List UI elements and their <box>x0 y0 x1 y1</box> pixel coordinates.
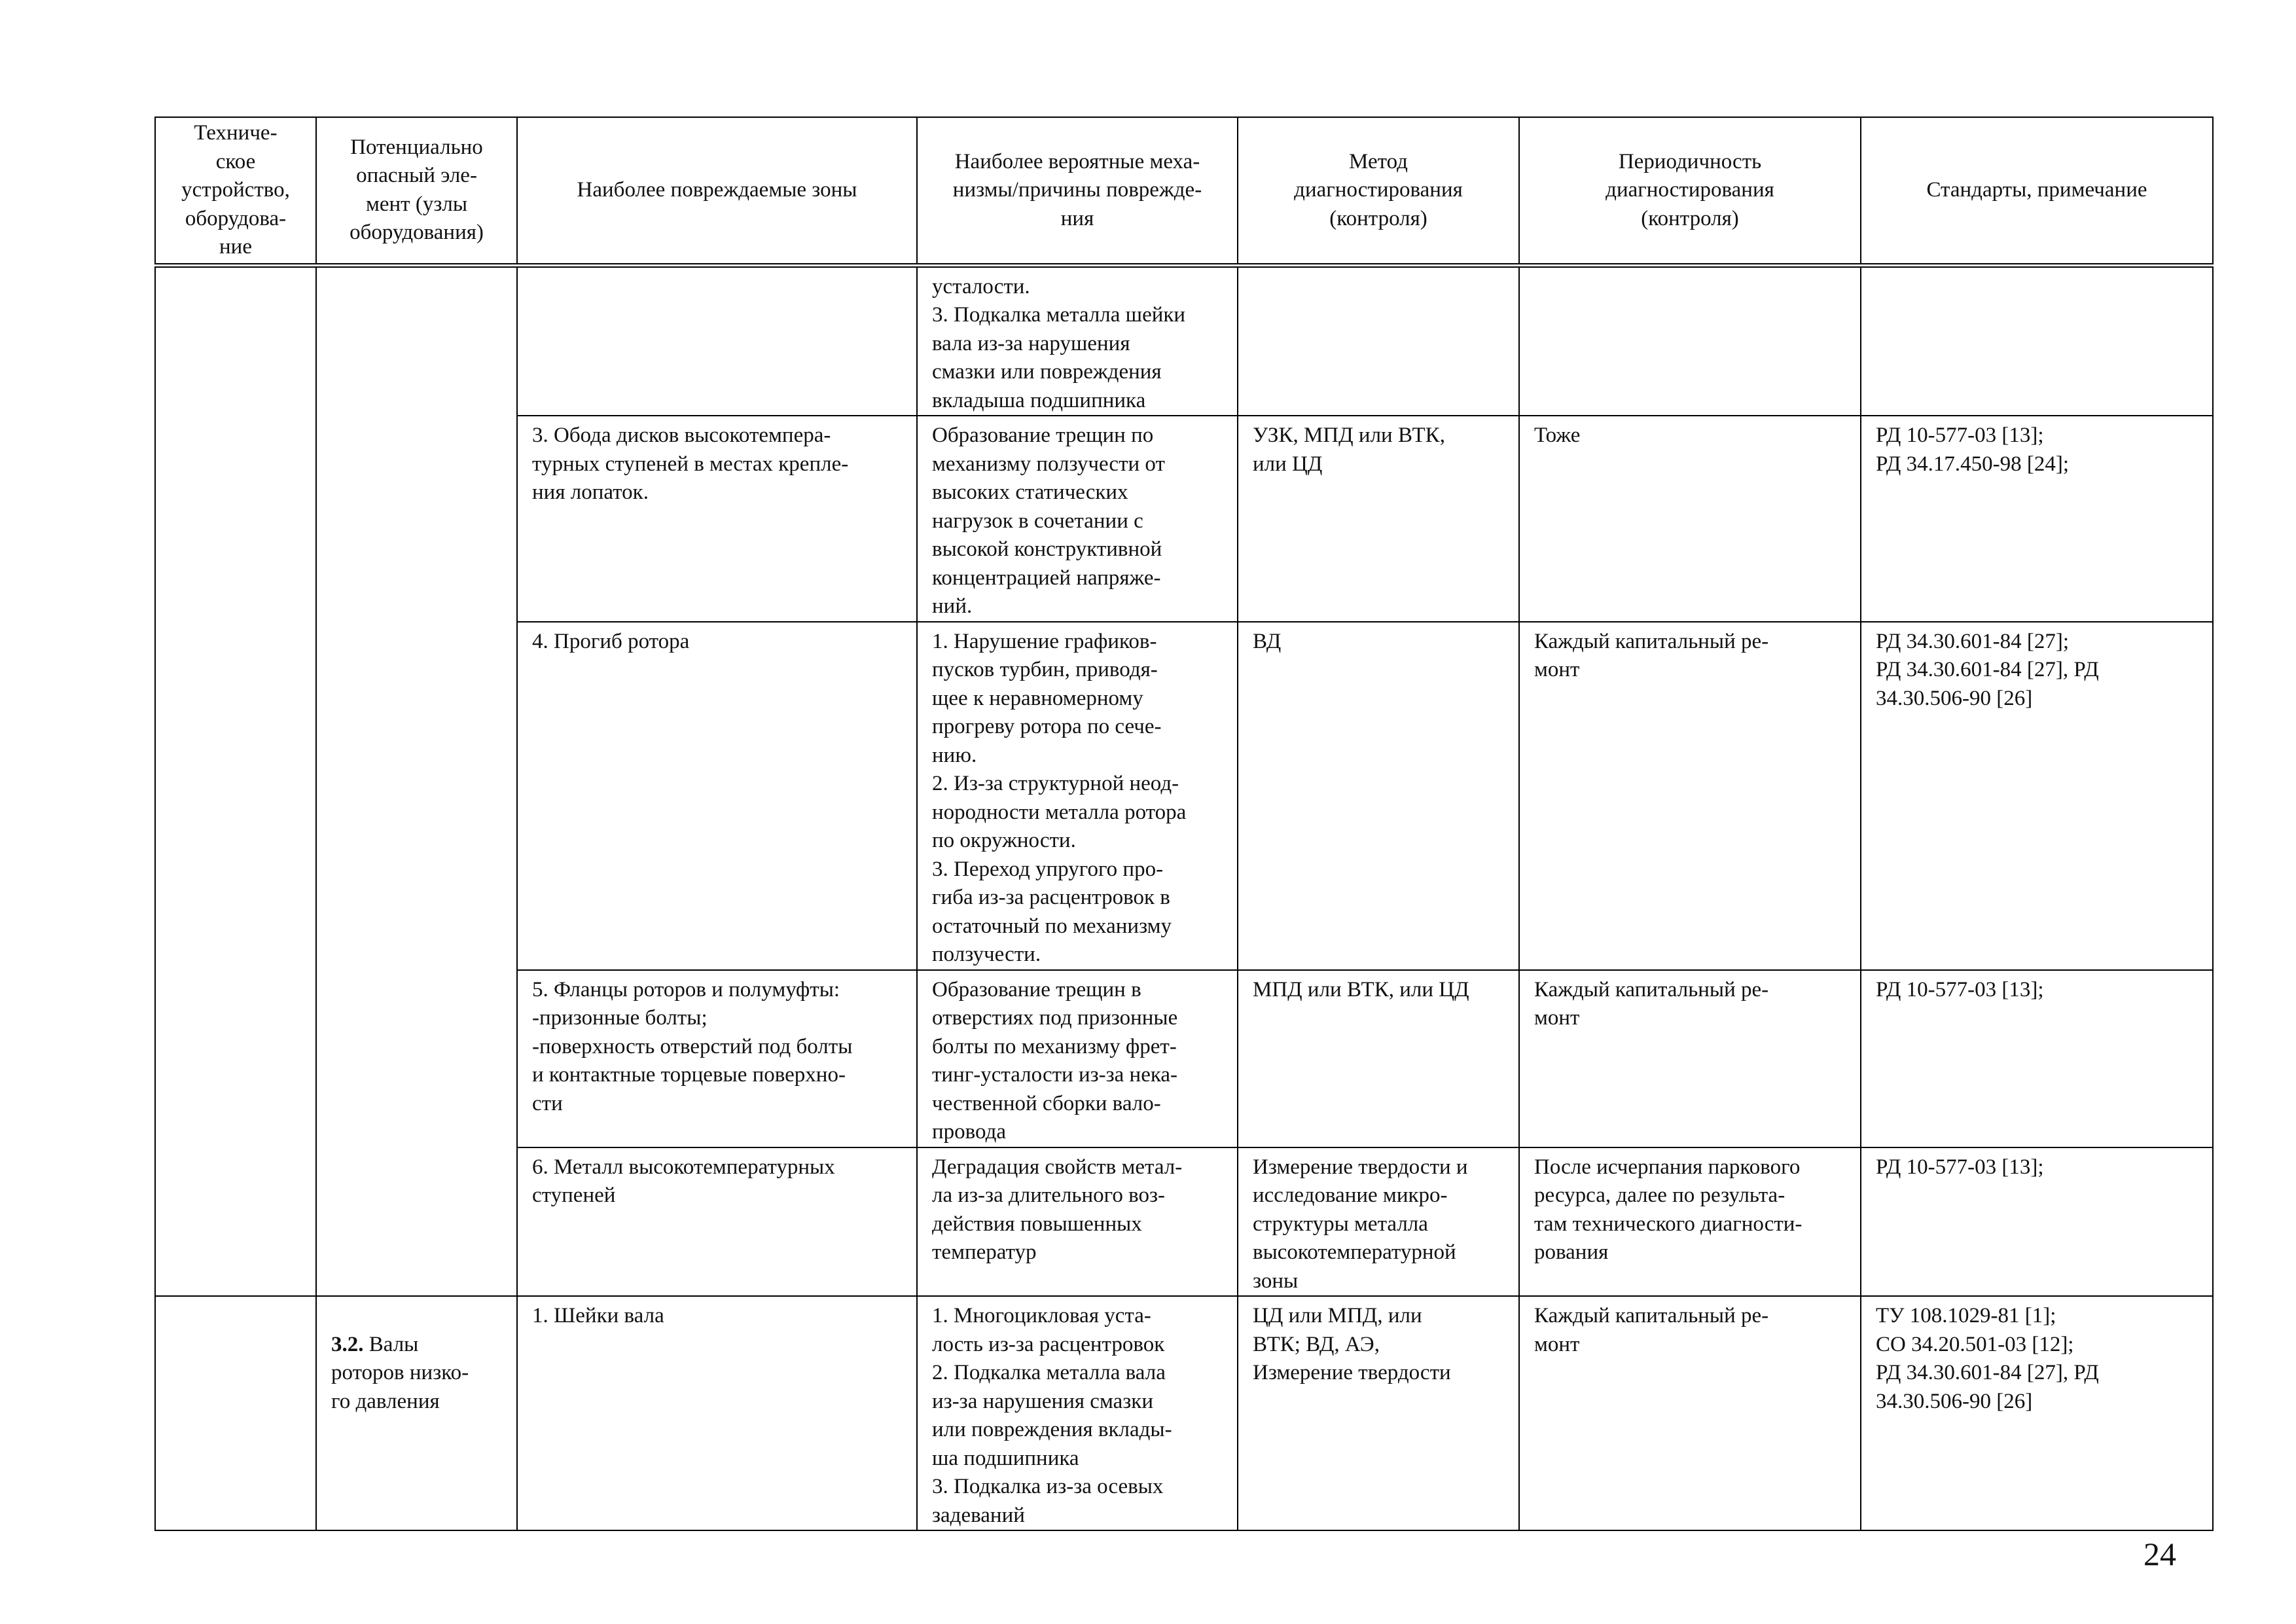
period-cell <box>1519 265 1861 416</box>
header-diagnostic-period: Периодичность диагностирования (контроля) <box>1519 117 1861 265</box>
table-row <box>155 265 2213 416</box>
element-label <box>331 1331 507 1416</box>
period-cell: Тоже <box>1519 416 1861 622</box>
standards-cell <box>1861 265 2213 416</box>
standards-cell: РД 10-577-03 [13]; <box>1861 970 2213 1147</box>
method-cell: УЗК, МПД или ВТК, или ЦД <box>1238 416 1519 622</box>
mechanism-cell: Образование трещин в отверстиях под призонные болты по механизму фрет- тинг-усталости из-за нека- чественной сборки вало- провода <box>917 970 1238 1147</box>
table-header-row <box>155 117 2213 265</box>
zone-cell: 5. Фланцы роторов и полумуфты: -призонные болты; -поверхность отверстий под болты и контактные торцевые поверхно- сти <box>517 970 917 1147</box>
header-damage-mechanisms: Наиболее вероятные меха- низмы/причины поврежде- ния <box>917 117 1238 265</box>
hazard-element-cell <box>316 265 517 1296</box>
method-cell <box>1238 265 1519 416</box>
header-hazard-element: Потенциально опасный эле- мент (узлы оборудования) <box>316 117 517 265</box>
period-cell: Каждый капитальный ре- монт <box>1519 1296 1861 1530</box>
diagnostics-table <box>154 117 2214 1531</box>
standards-cell: РД 10-577-03 [13]; РД 34.17.450-98 [24]; <box>1861 416 2213 622</box>
header-diagnostic-method: Метод диагностирования (контроля) <box>1238 117 1519 265</box>
method-cell: ВД <box>1238 622 1519 970</box>
method-cell: МПД или ВТК, или ЦД <box>1238 970 1519 1147</box>
mechanism-cell: 1. Нарушение графиков- пусков турбин, приводя- щее к неравномерному прогреву ротора по сече- нию. 2. Из-за структурной неод- нородности металла ротора по окружности. 3. Переход упругого про- гиба из-за расцентровок в остаточный по механизму ползучести. <box>917 622 1238 970</box>
standards-cell: РД 10-577-03 [13]; <box>1861 1147 2213 1297</box>
zone-cell: 6. Металл высокотемпературных ступеней <box>517 1147 917 1297</box>
zone-cell: 1. Шейки вала <box>517 1296 917 1530</box>
mechanism-cell: Деградация свойств метал- ла из-за длительного воз- действия повышенных температур <box>917 1147 1238 1297</box>
standards-cell: РД 34.30.601-84 [27]; РД 34.30.601-84 [27], РД 34.30.506-90 [26] <box>1861 622 2213 970</box>
period-cell: Каждый капитальный ре- монт <box>1519 622 1861 970</box>
period-cell: Каждый капитальный ре- монт <box>1519 970 1861 1147</box>
element-text: Валы роторов низко- го давления <box>331 1332 469 1413</box>
table-row <box>155 1296 2213 1530</box>
standards-cell: ТУ 108.1029-81 [1]; СО 34.20.501-03 [12]; РД 34.30.601-84 [27], РД 34.30.506-90 [26] <box>1861 1296 2213 1530</box>
period-cell: После исчерпания паркового ресурса, далее по результа- там технического диагности- рования <box>1519 1147 1861 1297</box>
header-standards: Стандарты, примечание <box>1861 117 2213 265</box>
page-number: 24 <box>2144 1536 2176 1572</box>
equipment-cell <box>155 265 316 1296</box>
zone-cell: 4. Прогиб ротора <box>517 622 917 970</box>
header-equipment: Техниче- ское устройство, оборудова- ние <box>155 117 316 265</box>
equipment-cell <box>155 1296 316 1530</box>
zone-cell: 3. Обода дисков высокотемпера- турных ступеней в местах крепле- ния лопаток. <box>517 416 917 622</box>
header-damaged-zones: Наиболее повреждаемые зоны <box>517 117 917 265</box>
zone-cell <box>517 265 917 416</box>
hazard-element-cell <box>316 1296 517 1530</box>
mechanism-cell: усталости. 3. Подкалка металла шейки вала из-за нарушения смазки или повреждения вкладыша подшипника <box>917 265 1238 416</box>
mechanism-cell: Образование трещин по механизму ползучести от высоких статических нагрузок в сочетании с высокой конструктивной концентрацией напряже- ний. <box>917 416 1238 622</box>
method-cell: Измерение твердости и исследование микро- структуры металла высокотемпературной зоны <box>1238 1147 1519 1297</box>
element-number: 3.2. <box>331 1332 364 1356</box>
method-cell: ЦД или МПД, или ВТК; ВД, АЭ, Измерение твердости <box>1238 1296 1519 1530</box>
mechanism-cell: 1. Многоцикловая уста- лость из-за расцентровок 2. Подкалка металла вала из-за нарушения смазки или повреждения вклады- ша подшипника 3. Подкалка из-за осевых задеваний <box>917 1296 1238 1530</box>
